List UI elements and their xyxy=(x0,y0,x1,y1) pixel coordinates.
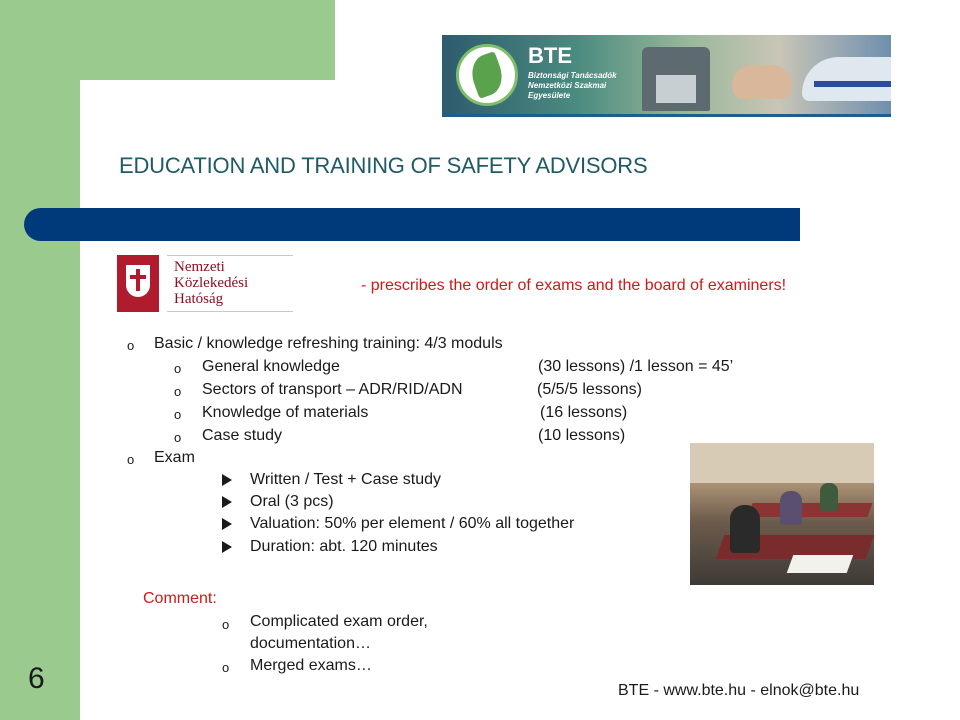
arrow-bullet-icon xyxy=(222,518,232,530)
prescribes-text: - prescribes the order of exams and the board of examiners! xyxy=(361,277,787,294)
logo-rule-top xyxy=(167,255,293,256)
authority-name-line: Hatóság xyxy=(174,291,224,307)
photo-person xyxy=(820,483,838,511)
bullet-circle-icon: o xyxy=(127,452,135,467)
banner-subtitle xyxy=(528,71,638,101)
title-divider-bar xyxy=(24,208,800,241)
comment-item: Complicated exam order, xyxy=(250,613,428,630)
comment-item: Merged exams… xyxy=(250,657,372,674)
banner-subtitle-line: Nemzetközi Szakmai xyxy=(528,81,607,90)
photo-paper xyxy=(787,555,854,573)
exam-item: Valuation: 50% per element / 60% all together xyxy=(250,515,575,532)
exam-label: Exam xyxy=(154,449,195,466)
exam-item: Duration: abt. 120 minutes xyxy=(250,538,438,555)
module-name: Case study xyxy=(202,427,283,444)
bte-banner xyxy=(442,35,891,117)
banner-subtitle-line: Biztonsági Tanácsadók xyxy=(528,71,617,80)
bullet-circle-icon: o xyxy=(174,407,182,422)
content-corner xyxy=(80,80,200,200)
slide-number: 6 xyxy=(28,662,45,695)
crest-cross-horizontal xyxy=(130,275,146,279)
comment-label: Comment: xyxy=(143,590,217,607)
crest-cross-vertical xyxy=(136,269,140,291)
handshake-image xyxy=(732,65,792,99)
authority-name xyxy=(174,259,248,307)
module-lessons: (5/5/5 lessons) xyxy=(537,381,642,398)
module-name: General knowledge xyxy=(202,358,340,375)
arrow-bullet-icon xyxy=(222,474,232,486)
authority-name-line: Közlekedési xyxy=(174,275,249,291)
coat-of-arms-icon xyxy=(117,255,159,312)
exam-item: Oral (3 pcs) xyxy=(250,493,334,510)
photo-desk-back xyxy=(747,503,872,517)
module-lessons: (30 lessons) /1 lesson = 45’ xyxy=(538,358,734,375)
bullet-circle-icon: o xyxy=(174,361,182,376)
photo-person xyxy=(730,505,760,553)
authority-name-line: Nemzeti xyxy=(174,259,225,275)
module-name: Knowledge of materials xyxy=(202,404,369,421)
page-title: EDUCATION AND TRAINING OF SAFETY ADVISORS xyxy=(119,153,648,178)
train-stripe xyxy=(814,81,891,87)
bullet-circle-icon: o xyxy=(174,430,182,445)
banner-underline xyxy=(442,114,891,117)
module-lessons: (16 lessons) xyxy=(540,404,628,421)
photo-wall xyxy=(690,443,874,483)
banner-brand: BTE xyxy=(528,43,572,68)
left-green-band xyxy=(0,0,80,720)
top-green-band xyxy=(80,0,335,80)
arrow-bullet-icon xyxy=(222,541,232,553)
arrow-bullet-icon xyxy=(222,496,232,508)
train-image xyxy=(802,57,891,101)
classroom-exam-photo xyxy=(690,443,874,585)
logo-rule-bottom xyxy=(167,311,293,312)
bullet-circle-icon: o xyxy=(127,338,135,353)
module-name: Sectors of transport – ADR/RID/ADN xyxy=(202,381,463,398)
banner-subtitle-line: Egyesülete xyxy=(528,91,571,100)
footer-contact: BTE - www.bte.hu - elnok@bte.hu xyxy=(618,682,860,699)
bullet-circle-icon: o xyxy=(222,617,230,632)
comment-item-continued: documentation… xyxy=(250,635,371,652)
photo-person xyxy=(780,491,802,525)
exam-item: Written / Test + Case study xyxy=(250,471,442,488)
bullet-circle-icon: o xyxy=(222,660,230,675)
module-lessons: (10 lessons) xyxy=(538,427,626,444)
training-label: Basic / knowledge refreshing training: 4/3 moduls xyxy=(154,335,503,352)
truck-grill xyxy=(656,75,696,103)
authority-logo xyxy=(117,255,293,312)
bullet-circle-icon: o xyxy=(174,384,182,399)
